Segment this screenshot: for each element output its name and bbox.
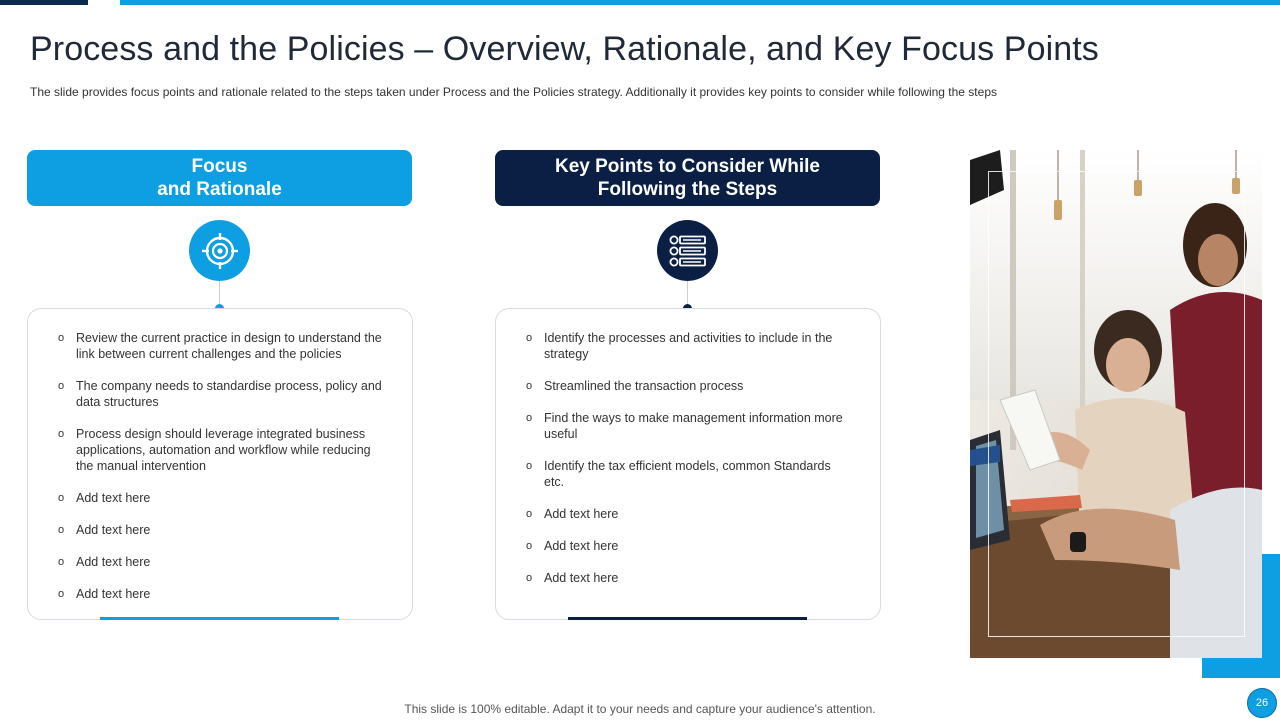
list-item: o Process design should leverage integrated business applications, automation and workflow while reducing the manual intervention: [56, 426, 386, 474]
list-item: o Review the current practice in design to understand the link between current challenges and the policies: [56, 330, 386, 362]
list-item: o Add text here: [56, 522, 386, 538]
key-points-bullet-list: [524, 330, 854, 602]
checklist-icon: [668, 233, 708, 269]
key-points-card: [495, 308, 881, 620]
list-item: o Find the ways to make management information more useful: [524, 410, 854, 442]
list-item: o Identify the tax efficient models, common Standards etc.: [524, 458, 854, 490]
slide-footer-note: This slide is 100% editable. Adapt it to your needs and capture your audience's attention.: [404, 702, 876, 716]
checklist-icon-badge: [657, 220, 718, 281]
key-points-header: [495, 150, 880, 206]
key-points-header-line2: Following the Steps: [597, 179, 778, 200]
left-connector-line: [219, 281, 220, 305]
key-points-header-line1: Key Points to Consider While: [555, 156, 820, 177]
list-item: o Streamlined the transaction process: [524, 378, 854, 394]
list-item: o Add text here: [56, 586, 386, 602]
photo-inner-frame: [988, 171, 1245, 637]
right-connector-line: [687, 281, 688, 305]
target-icon: [201, 232, 239, 270]
page-number-badge: 26: [1247, 688, 1277, 718]
focus-header-line1: Focus: [191, 156, 248, 177]
left-card-underline: [100, 617, 339, 620]
top-accent-bar-dark: [0, 0, 88, 5]
top-accent-bar-blue: [120, 0, 1280, 5]
focus-rationale-header: [27, 150, 412, 206]
list-item: o Add text here: [56, 554, 386, 570]
slide-subtitle: The slide provides focus points and rationale related to the steps taken under Process and the Policies strategy. Additionally it provides key points to consider while following the steps: [30, 85, 997, 99]
focus-bullet-list: [56, 330, 386, 618]
focus-rationale-card: [27, 308, 413, 620]
target-icon-badge: [189, 220, 250, 281]
list-item: o Identify the processes and activities to include in the strategy: [524, 330, 854, 362]
list-item: o Add text here: [524, 570, 854, 586]
slide-title: Process and the Policies – Overview, Rationale, and Key Focus Points: [30, 30, 1099, 68]
focus-header-line2: and Rationale: [157, 179, 282, 200]
office-meeting-photo: [970, 150, 1262, 658]
list-item: o The company needs to standardise process, policy and data structures: [56, 378, 386, 410]
list-item: o Add text here: [56, 490, 386, 506]
list-item: o Add text here: [524, 506, 854, 522]
list-item: o Add text here: [524, 538, 854, 554]
right-card-underline: [568, 617, 807, 620]
